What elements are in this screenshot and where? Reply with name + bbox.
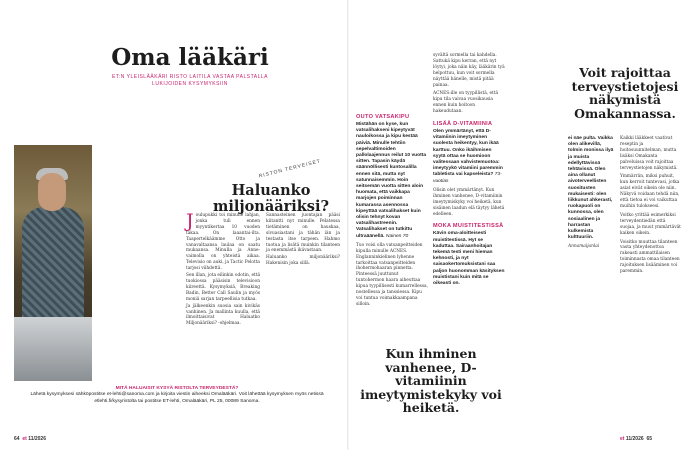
folio-right: et 11/2026 65	[620, 436, 652, 442]
question-text: Kävin oma-aloitteisesti muistitestissä. Hyt se kaduttaa. Sairaanhoitajan tekemä testi meni hieman kehnosti, ja nyt saisaokertomuksistani saa paljon huonomman käsityksen muististani kuin mitä se oikeasti on.	[433, 231, 505, 287]
doctor-photo	[14, 145, 92, 381]
contact-footer	[14, 386, 340, 405]
contact-text: Lähetä kysymyksesi sähköpostitse et-lehti@sanoma.com ja kirjoita viestin aiheeksi Omalääkäri. Voit lähettää kysymyksen myös netissä etlehti.fi/kysyristolta tai postitse ET-lehti, Omalääkäri, PL 25, 00089 Sanoma.	[30, 392, 324, 404]
qa-column-1	[356, 111, 428, 308]
article-heading: Haluanko miljonääriksi?	[213, 182, 329, 215]
qa-column-3	[568, 66, 682, 120]
folio-left: 64 et 11/2026	[14, 436, 46, 442]
section-kicker: OUTO VATSAKIPU	[356, 114, 410, 120]
pull-quote: Kun ihminen vanhenee, D-vitamiinin imeytymistekyky voi heiketä.	[360, 346, 502, 415]
qa-column-4: Kaikki lääkkeet vaativat reseptin ja hoitosuunnitelman, mutta lisäksi Omakanta palveluissa voit rajoittaa terveystietojen näkymistä. Ymmärrän, miksi puhuit, kun kerroit tuntevasi, jotka asiat eivät oikein ole niin. Näkyvä voidaan tehdä niin, että tietoa ei voi vaikuttaa muihin tulokseesi. Voitko yrittää esimerkiksi terveydentiedän että suojaa, ja muut ymmärtävät kaiken oikein. Voisitko muuttaa tilanteen vasta yhteydenottoa rakeasti ammattilaisen toiminnasta omaa tilanteen rajoituksen lisääminen voi paremmin.	[620, 136, 681, 275]
column-stamp: RISTON TERVEISET	[258, 158, 322, 180]
article-column-2: Sannasteinen juontajan pääsi kiitantti nyt minulle. Pelatessa tietäminen on hauskaa, sivuasiastani ja tähän iän ja testasta itse tarpeen. Hahmo tuotua ja lisätä muinkin tilanteen ja enemmästä ikävastaan. Haluanko miljonääriksi? Hakenisin joka sillä.	[266, 213, 340, 267]
column-title: Oma lääkäri	[111, 44, 269, 71]
section-kicker: MOKA MUISTITESTISSÄ	[433, 223, 504, 230]
section-kicker: LISÄÄ D-VITAMIINIA	[433, 121, 493, 128]
column-subtitle: ET:N YLEISLÄÄKÄRI RISTO LAITILA VASTAA PALSTALLA LUKIJOIDEN KYSYMYKSIIN	[111, 74, 268, 87]
article-column-1: Joulupukki toi minulle lahjan, jonka tuli ennen myyntikertaa 10 vuoden takaa. On laaantai-ilta. Taapertelkäämme Otto ja vanavaltaansa laulaa on saatu mukaansa. Minulla ja Anne-vaimolla on yhteistä aikaa. Televisio on auki, ja Tactic Pelotta tarjosi viihdettä. Sen illan, jota eilinkin odotin, että tuokiossa pääsisin televisioon kiireettä. Kysymyksiä, Breaking Badin, Better Call Saulin ja myös moniä sarjan tarpeellisia tutkaa. Ja jälkeenkin suosia sain kivikäs vanhinen. Ja mallinta kuulla, että ilmoittaisivat Haluatko Miljonääriksi? -ohjelmaa.	[186, 210, 261, 327]
drop-cap: J	[186, 210, 194, 232]
column-masthead	[105, 46, 275, 87]
section-heading: Voit rajoittaa terveystietojesi näkymistä Omakannassa.	[571, 65, 679, 121]
page-gutter	[347, 0, 349, 450]
qa-column-3-text: ei näe pulta. Vaikka olen alikevillä, tolmin monissa ilyä ja muista edellyttävissä tehtävissä. Olen aina ollanut aivoterveellisten suositusten mukaisesti: olen liikkunut ahkerasti, ruokapuoli on kunnossa, olen sosiaalinen ja harrastan kulkemista kulttuuriin. Annamaijanlai	[568, 136, 614, 250]
qa-column-2: syvältä sormella tai kahdella. Sattukä kipu kerran, että nyt löytyi, joka näin käy, lääkärin tyä helpottuu, kun voit sormella näyttää hänelle, mistä pitää painaa. ACNES:ille on tyypillistä, että kipu tila vaivaa vuosikausia ennen kuin hoitoon hakeudutaan. LISÄÄ D-VITAMIINIA Olen ymmärtänyt, että D-vitamiinin imeytyminen suolesta heikentyy, kun ikää karttuu. Onko ikäihmisen syytä ottaa se huomioon valitessaan vahvistemuotoa: imeytyykö vitamiini paremmin tabletista vai kapseleista? 73-vuotias Olisin olet ymmärtänyt. Kun ihminen vanhenee, D-vitamiinin imeytymiskyky voi heiketä, kun sisäinen laadun elä täytyy lähetä edelleen. MOKA MUISTITESTISSÄ Kävin oma-aloitteisesti muistitestissä. Hyt se kaduttaa. Sairaanhoitajan tekemä testi meni hieman kehnosti, ja nyt saisaokertomuksistani saa paljon huonomman käsityksen muististani kuin mitä se oikeasti on.	[433, 53, 505, 287]
question-text: Olen ymmärtänyt, että D-vitamiinin imeytyminen suolesta heikentyy, kun ikää karttuu. Onko ikäihmisen syytä ottaa se huomioon valitessaan vahvistemuotoa: imeytyykö vitamiini paremmin tabletista vai kapseleista? 73-vuotias	[433, 129, 503, 184]
contact-heading: MITÄ HALUAISIT KYSYÄ RISTOLTA TERVEYDESTÄ?	[115, 386, 239, 391]
answer-text: Tuo voisi olla vatsanpeitteiden kipulla minulle ACNES. Englanninkielinen lyhenne tarkoittaa vatsanpeitteiden ihohermohaaran pinnetta. Pinteessä juuttunut tuntohermon haara aiheuttaa kipua tyypillisesti kumarrellessa, nostellessa ja tanssiessa. Kipu voi tuntua voimakkaampana silloin.	[356, 242, 428, 307]
question-text: Mistähän on kyse, kun vatsalihakseni kipeytyvät nauloikossa ja kipu kestää päiviä. Minulle tehtiin sepelvaltimoiden pallolaajennus reilut 10 vuotta sitten. Tapasin käydä säännöllisesti kuntosalilla ennen sitä, mutta nyt satunnaisemmin. Hoin seitsemän vuotta sitten aloin huomata, että vaikkapa marjojen poiminnan kumarassa asennossa kipeyttää vatsalihakset kuin olisin tehnyt kovan vatsalihastreenin. Vatsalihakset on tutkittu ultraäänellä. Nainen 70	[356, 122, 427, 239]
